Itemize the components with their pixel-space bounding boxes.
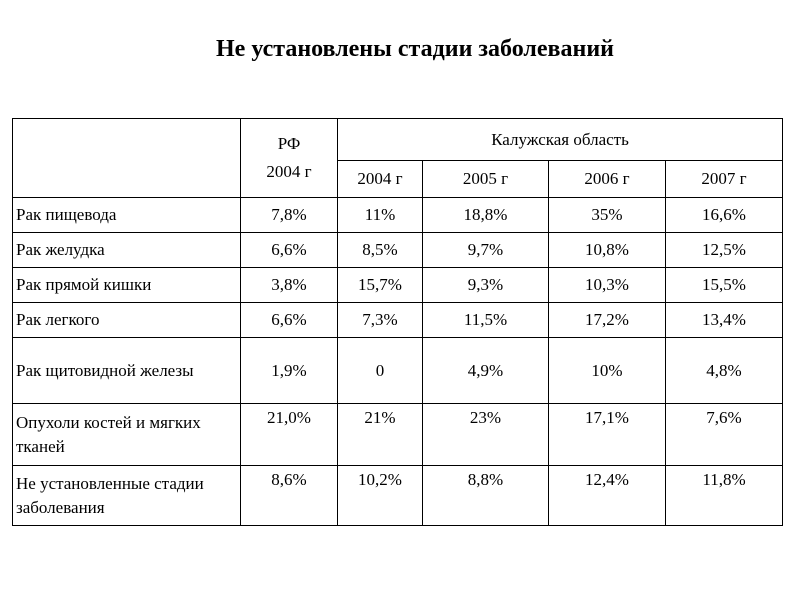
table-cell: 21,0% [241,404,338,466]
table-cell: 0 [338,338,423,404]
table-row [13,303,783,338]
table-cell: 11,8% [666,466,783,526]
table-cell: 15,7% [338,268,423,303]
table-cell: 23% [423,404,549,466]
table-row [13,338,783,404]
table-cell: 9,7% [423,233,549,268]
row-label: Рак прямой кишки [13,268,241,303]
table-cell: 8,8% [423,466,549,526]
rf-header-year: 2004 г [266,162,312,181]
table-cell: 12,4% [549,466,666,526]
table-row [13,233,783,268]
table-cell: 7,3% [338,303,423,338]
rf-header-cell [241,119,338,198]
table-cell: 6,6% [241,233,338,268]
row-label: Рак желудка [13,233,241,268]
table-cell: 21% [338,404,423,466]
table-cell: 1,9% [241,338,338,404]
year-header: 2004 г [338,161,423,198]
table-cell: 10,8% [549,233,666,268]
table-cell: 11% [338,198,423,233]
table-cell: 4,9% [423,338,549,404]
table-cell: 10,3% [549,268,666,303]
table-cell: 3,8% [241,268,338,303]
table-cell: 7,6% [666,404,783,466]
table-cell: 15,5% [666,268,783,303]
region-header: Калужская область [338,119,783,161]
table-cell: 16,6% [666,198,783,233]
stats-table [12,118,783,526]
table-row [13,466,783,526]
table-cell: 6,6% [241,303,338,338]
year-header: 2005 г [423,161,549,198]
table-row [13,268,783,303]
table-cell: 12,5% [666,233,783,268]
corner-cell [13,119,241,198]
table-row [13,198,783,233]
year-header: 2006 г [549,161,666,198]
table-cell: 7,8% [241,198,338,233]
table-cell: 18,8% [423,198,549,233]
rf-header-label: РФ [277,134,301,153]
table-cell: 4,8% [666,338,783,404]
table-cell: 8,5% [338,233,423,268]
row-label: Рак легкого [13,303,241,338]
table-cell: 17,1% [549,404,666,466]
row-label: Опухоли костей и мягких тканей [13,404,241,466]
table-cell: 35% [549,198,666,233]
table-cell: 17,2% [549,303,666,338]
page-title: Не установлены стадии заболеваний [216,36,614,62]
table-cell: 10,2% [338,466,423,526]
table-cell: 9,3% [423,268,549,303]
row-label: Не установленные стадии заболевания [13,466,241,526]
table-row [13,404,783,466]
table-cell: 10% [549,338,666,404]
row-label: Рак пищевода [13,198,241,233]
header-row-top [13,119,783,161]
table-cell: 11,5% [423,303,549,338]
table-cell: 8,6% [241,466,338,526]
year-header: 2007 г [666,161,783,198]
table-cell: 13,4% [666,303,783,338]
row-label: Рак щитовидной железы [13,338,241,404]
